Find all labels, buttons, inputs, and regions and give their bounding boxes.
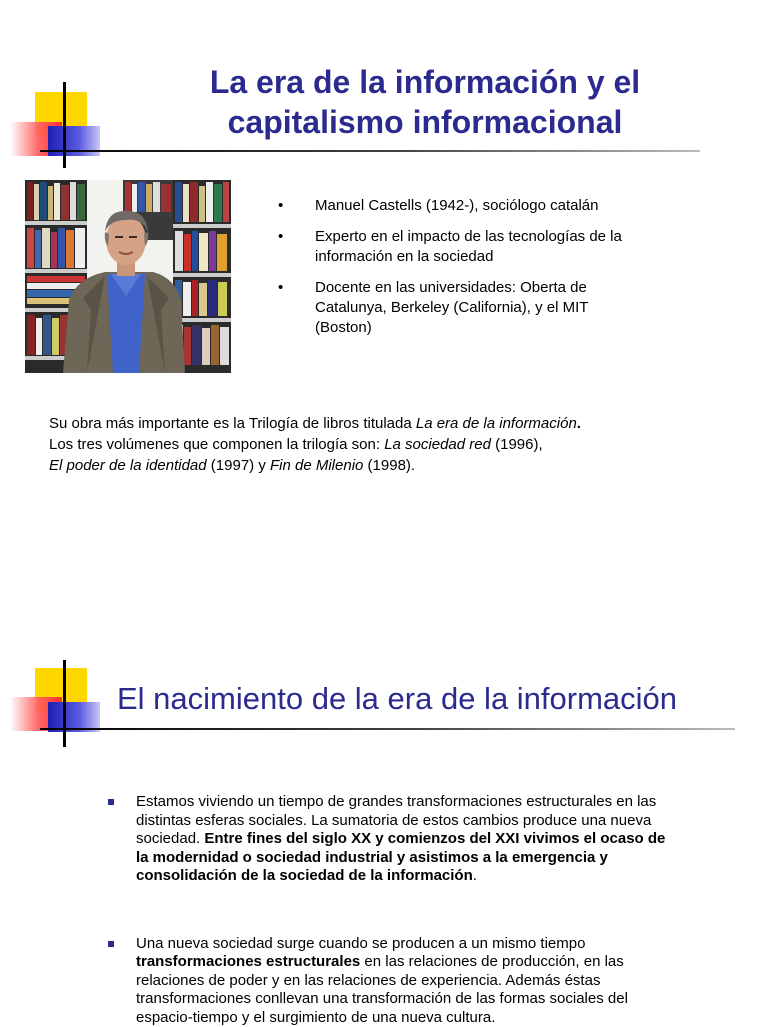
book-title-italic: La sociedad red [384,436,491,453]
slide-title [130,62,720,142]
book-title-italic: Fin de Milenio [270,457,363,474]
bullet-line: Estamos viviendo un tiempo de grandes transformaciones estructurales en las [136,793,747,812]
square-bullet-icon [108,941,114,947]
bio-bullet [278,278,698,338]
bullet-dot: • [278,196,283,216]
bullet-text: . [473,867,477,884]
title-underline [40,150,700,152]
bullet-line: espacio-tiempo y el surgimiento de una nueva cultura. [136,1009,747,1027]
bullet-line: relaciones de poder y en las relaciones de experiencia. Además éstas [136,972,747,991]
bullet-bold-text: Entre fines del siglo XX y comienzos del XXI vivimos el ocaso de [204,830,665,847]
bullet-dot: • [278,227,283,247]
decorative-logo-blocks [10,82,110,172]
book-title-italic: La era de la información [416,415,577,432]
bullet-line: Una nueva sociedad surge cuando se producen a un mismo tiempo [136,935,747,954]
slide-title-line-2: capitalismo informacional [130,102,720,142]
bio-bullet-line: información en la sociedad [315,247,698,267]
decorative-logo-blocks [10,660,110,750]
paragraph-text: Los tres volúmenes que componen la trilogía son: [49,436,384,453]
bullet-text: sociedad. [136,830,204,847]
content-bullet-list [107,793,747,1027]
paragraph-text: (1996), [491,436,543,453]
bio-bullet-line: Docente en las universidades: Oberta de [315,278,698,298]
bullet-dot: • [278,278,283,298]
bullet-bold-text: consolidación de la sociedad de la información [136,867,473,884]
content-bullet [107,793,747,886]
bullet-text: en las relaciones de producción, en las [360,953,624,970]
slide-title-line-1: La era de la información y el [130,62,720,102]
bio-bullet-list [278,196,698,349]
book-title-italic: El poder de la identidad [49,457,207,474]
bio-bullet [278,227,698,267]
paragraph-text: . [577,415,581,432]
paragraph-text: (1998). [363,457,415,474]
paragraph-text: Su obra más importante es la Trilogía de libros titulada [49,415,416,432]
bio-bullet-line: (Boston) [315,318,698,338]
portrait-photo [25,180,231,373]
paragraph-text: (1997) y [207,457,270,474]
slide-2-title: El nacimiento de la era de la información [117,679,677,719]
title-underline [40,728,735,730]
bullet-line: distintas esferas sociales. La sumatoria de estos cambios produce una nueva [136,812,747,831]
bullet-line: transformaciones conllevan una transformación de las formas sociales del [136,990,747,1009]
bio-bullet-line: Catalunya, Berkeley (California), y el MIT [315,298,698,318]
bullet-bold-text: transformaciones estructurales [136,953,360,970]
bio-bullet-line: Experto en el impacto de las tecnologías de la [315,227,698,247]
trilogy-paragraph [49,413,729,476]
content-bullet [107,935,747,1027]
bullet-bold-text: la modernidad o sociedad industrial y asistimos a la emergencia y [136,849,608,866]
bio-bullet [278,196,698,216]
bio-bullet-line: Manuel Castells (1942-), sociólogo catalán [315,196,698,216]
square-bullet-icon [108,799,114,805]
